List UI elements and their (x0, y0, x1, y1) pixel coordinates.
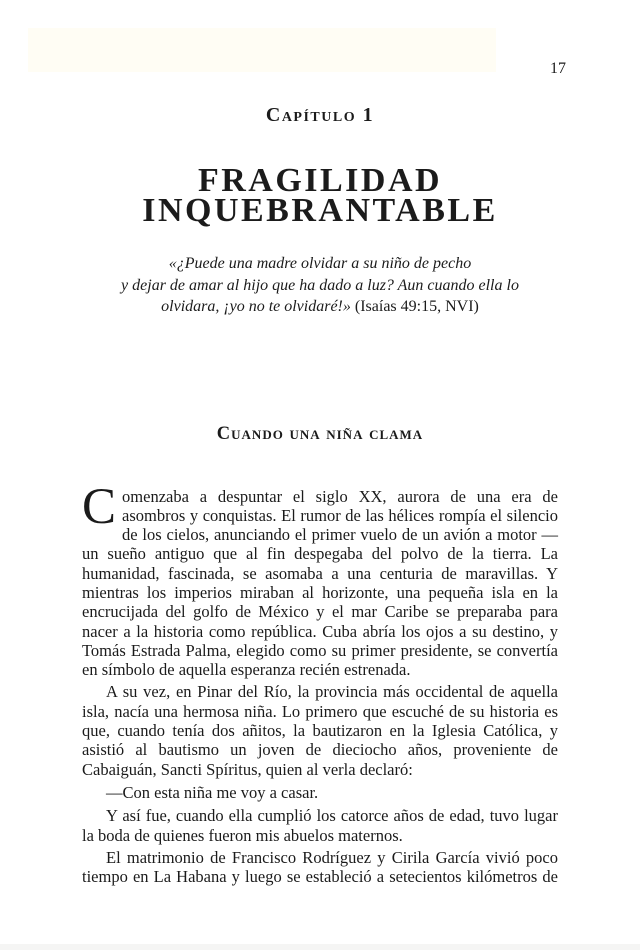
body-text (82, 478, 558, 887)
paragraph-2: A su vez, en Pinar del Río, la provincia más occidental de aquella isla, nacía una hermosa niña. Lo primero que escuché de su historia es que, cuando tenía dos añitos, la bautizaron en la Iglesia Católica, y asistió al bautismo un joven de dieciocho años, proveniente de Cabaiguán, Sancti Spíritus, quien al verla declaró: (82, 682, 558, 779)
scan-tint-band (28, 28, 496, 72)
paragraph-4: Y así fue, cuando ella cumplió los catorce años de edad, tuvo lugar la boda de quienes fueron mis abuelos maternos. (82, 806, 558, 845)
paragraph-3-dialogue: —Con esta niña me voy a casar. (106, 782, 319, 802)
page-number: 17 (550, 60, 566, 77)
paragraph-1-text: omenzaba a despuntar el siglo XX, aurora de una era de asombros y conquistas. El rumor de las hélices rompía el silencio de los cielos, anunciando el primer vuelo de un avión a motor —un sueño antiguo que al fin despegaba del polvo de la tierra. La humanidad, fascinada, se asomaba a una centuria de maravillas. Y mientras los imperios miraban al horizonte, una pequeña isla en la encrucijada del golfo de México y el mar Caribe se preparaba para nacer a la historia como república. Cuba abría los ojos a su destino, y Tomás Estrada Palma, elegido como su primer presidente, se convertía en símbolo de aquella esperanza recién estrenada. (82, 486, 558, 680)
paragraph-5: El matrimonio de Francisco Rodríguez y Cirila García vivió poco tiempo en La Habana y luego se estableció a setecientos kilómetros de (82, 847, 558, 887)
chapter-title-line-2: INQUEBRANTABLE (142, 192, 498, 229)
chapter-title-line-1: FRAGILIDAD (197, 162, 443, 199)
chapter-label: Capítulo 1 (265, 104, 375, 126)
page-content (0, 103, 640, 886)
epigraph-line-2: y dejar de amar al hijo que ha dado a luz? Aun cuando ella lo (121, 276, 519, 294)
epigraph-citation: (Isaías 49:15, NVI) (354, 298, 479, 315)
page-bottom-edge (0, 944, 640, 950)
paragraph-1 (82, 478, 558, 680)
section-heading: Cuando una niña clama (216, 423, 424, 444)
epigraph-line-3-text: olvidara, ¡yo no te olvidaré!» (161, 298, 351, 315)
epigraph-line-1: «¿Puede una madre olvidar a su niño de pecho (168, 255, 472, 272)
chapter-title (82, 162, 558, 229)
drop-cap: C (82, 478, 117, 535)
epigraph-line-3 (82, 296, 558, 318)
epigraph-quote (82, 253, 558, 318)
